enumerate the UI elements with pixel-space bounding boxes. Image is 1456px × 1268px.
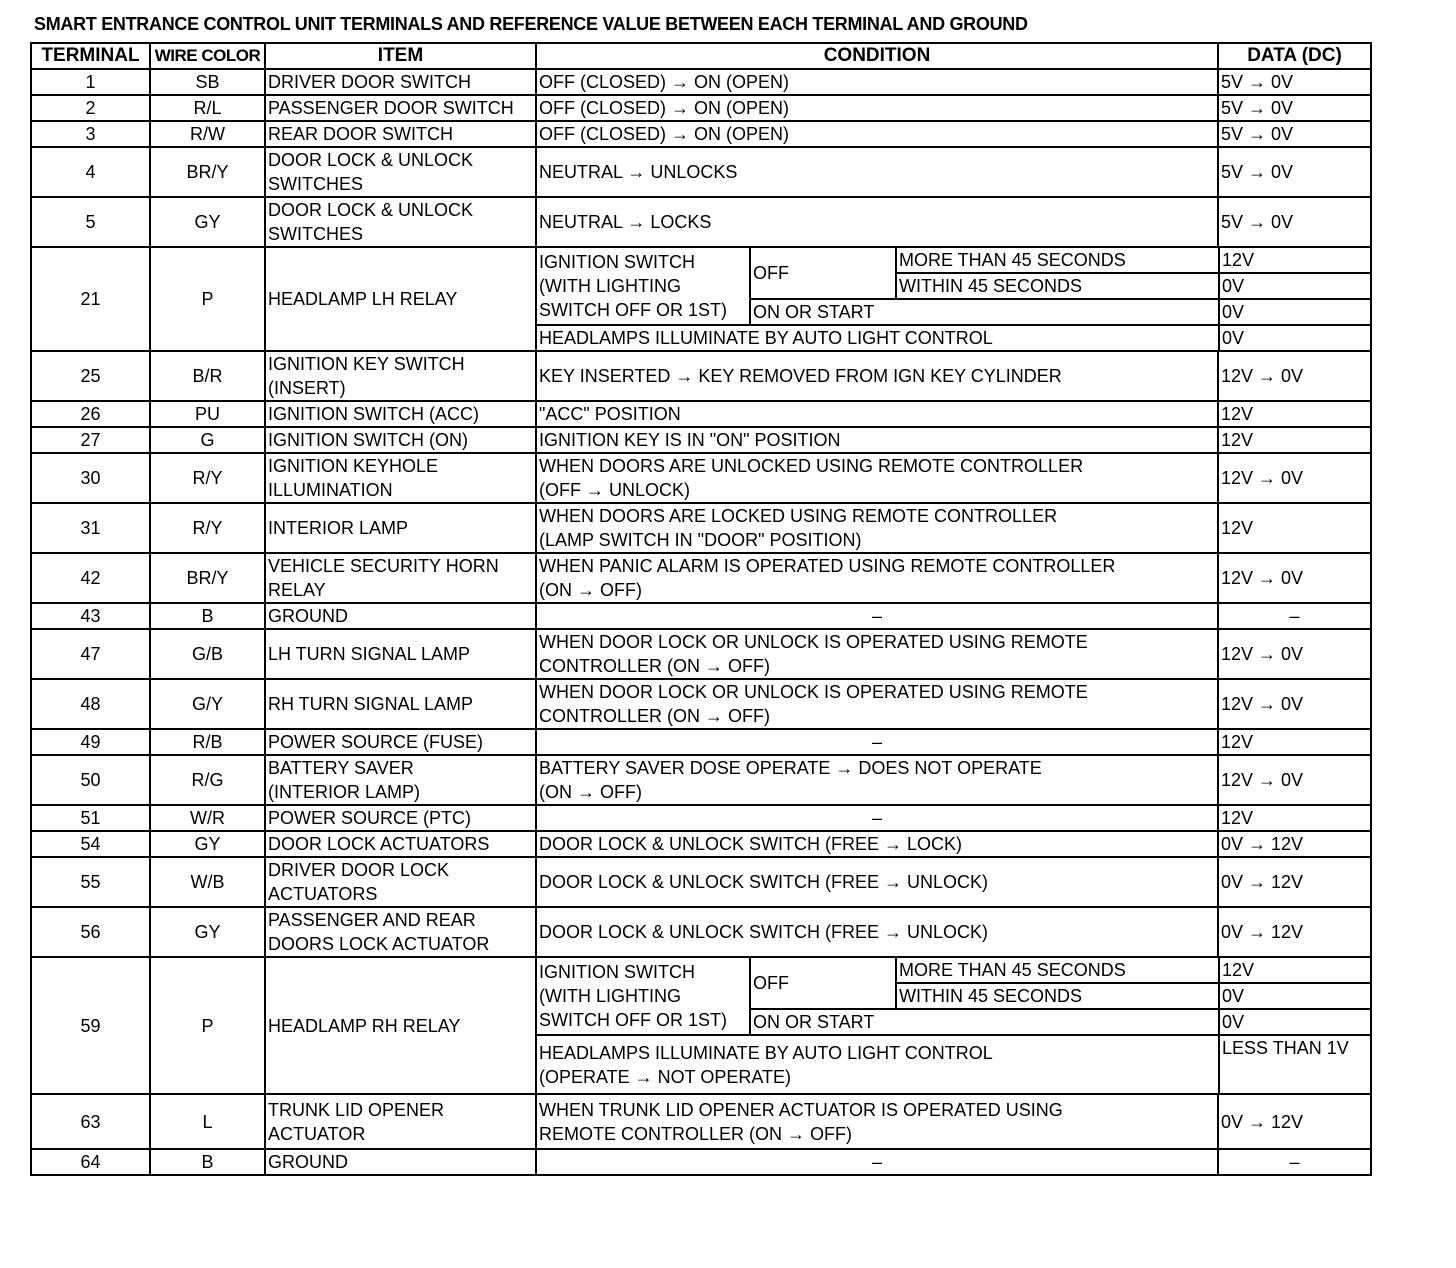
item-cell: IGNITION KEY SWITCH (INSERT): [265, 351, 536, 401]
data-cell: 0V: [1219, 1009, 1371, 1035]
condition-cell: –: [536, 1149, 1218, 1175]
wire-color-cell: R/B: [150, 729, 265, 755]
item-cell: INTERIOR LAMP: [265, 503, 536, 553]
item-cell: POWER SOURCE (FUSE): [265, 729, 536, 755]
data-cell: 5V → 0V: [1218, 95, 1371, 121]
condition-cell: DOOR LOCK & UNLOCK SWITCH (FREE → UNLOCK): [536, 907, 1218, 957]
item-cell: PASSENGER AND REAR DOORS LOCK ACTUATOR: [265, 907, 536, 957]
table-header-row: [31, 43, 1371, 69]
terminal-cell: 1: [31, 69, 150, 95]
data-cell: 0V: [1219, 273, 1371, 299]
header-wire-color: WIRE COLOR: [150, 43, 265, 69]
condition-cell: WHEN DOOR LOCK OR UNLOCK IS OPERATED USING REMOTE CONTROLLER (ON → OFF): [536, 679, 1218, 729]
wire-color-cell: P: [150, 957, 265, 1094]
auto-light-condition: HEADLAMPS ILLUMINATE BY AUTO LIGHT CONTROL (OPERATE → NOT OPERATE): [537, 1035, 1219, 1093]
wire-color-cell: G/B: [150, 629, 265, 679]
table-row: [31, 805, 1371, 831]
wire-color-cell: R/W: [150, 121, 265, 147]
on-or-start-condition: ON OR START: [750, 1009, 1219, 1035]
data-cell: 12V → 0V: [1218, 629, 1371, 679]
table-row: [31, 247, 1371, 351]
condition-cell: OFF (CLOSED) → ON (OPEN): [536, 95, 1218, 121]
data-cell: 12V: [1218, 729, 1371, 755]
table-row: [31, 197, 1371, 247]
table-row: [31, 453, 1371, 503]
wire-color-cell: G: [150, 427, 265, 453]
table-row: [31, 147, 1371, 197]
wire-color-cell: SB: [150, 69, 265, 95]
table-row: [31, 95, 1371, 121]
auto-light-condition: HEADLAMPS ILLUMINATE BY AUTO LIGHT CONTROL: [537, 325, 1219, 350]
terminal-cell: 50: [31, 755, 150, 805]
terminal-cell: 43: [31, 603, 150, 629]
header-item: ITEM: [265, 43, 536, 69]
data-cell: 0V: [1222, 328, 1245, 348]
table-row: [31, 121, 1371, 147]
terminal-cell: 48: [31, 679, 150, 729]
data-cell: 0V: [1219, 983, 1371, 1009]
table-row: [31, 503, 1371, 553]
data-cell: 12V → 0V: [1218, 755, 1371, 805]
ignition-switch-condition: IGNITION SWITCH (WITH LIGHTING SWITCH OFF OR 1ST): [537, 958, 750, 1035]
condition-cell: IGNITION KEY IS IN "ON" POSITION: [536, 427, 1218, 453]
condition-cell: WHEN DOORS ARE UNLOCKED USING REMOTE CONTROLLER (OFF → UNLOCK): [536, 453, 1218, 503]
table-row: [31, 957, 1371, 1094]
terminal-cell: 3: [31, 121, 150, 147]
header-data: DATA (DC): [1218, 43, 1371, 69]
wire-color-cell: GY: [150, 907, 265, 957]
data-cell: 12V: [1218, 503, 1371, 553]
terminal-cell: 56: [31, 907, 150, 957]
data-cell: 0V: [1219, 299, 1371, 325]
terminal-cell: 30: [31, 453, 150, 503]
table-row: [31, 553, 1371, 603]
data-cell: –: [1218, 1149, 1371, 1175]
data-cell: 5V → 0V: [1218, 69, 1371, 95]
table-row: [31, 629, 1371, 679]
terminal-cell: 42: [31, 553, 150, 603]
terminal-cell: 55: [31, 857, 150, 907]
off-condition: OFF: [750, 248, 896, 299]
condition-cell: NEUTRAL → LOCKS: [536, 197, 1218, 247]
condition-cell: DOOR LOCK & UNLOCK SWITCH (FREE → LOCK): [536, 831, 1218, 857]
item-cell: HEADLAMP LH RELAY: [265, 247, 536, 351]
terminal-cell: 21: [31, 247, 150, 351]
condition-cell: NEUTRAL → UNLOCKS: [536, 147, 1218, 197]
table-row: [31, 401, 1371, 427]
condition-cell: WHEN DOOR LOCK OR UNLOCK IS OPERATED USING REMOTE CONTROLLER (ON → OFF): [536, 629, 1218, 679]
data-cell: 12V: [1219, 958, 1371, 983]
terminal-cell: 25: [31, 351, 150, 401]
wire-color-cell: R/Y: [150, 453, 265, 503]
header-condition: CONDITION: [536, 43, 1218, 69]
data-cell: 12V: [1218, 401, 1371, 427]
item-cell: IGNITION KEYHOLE ILLUMINATION: [265, 453, 536, 503]
condition-cell: –: [536, 603, 1218, 629]
data-cell: 12V: [1219, 248, 1371, 273]
condition-cell: BATTERY SAVER DOSE OPERATE → DOES NOT OPERATE (ON → OFF): [536, 755, 1218, 805]
data-cell: 12V → 0V: [1218, 679, 1371, 729]
condition-cell: WHEN DOORS ARE LOCKED USING REMOTE CONTROLLER (LAMP SWITCH IN "DOOR" POSITION): [536, 503, 1218, 553]
header-terminal: TERMINAL: [31, 43, 150, 69]
condition-cell: –: [536, 729, 1218, 755]
wire-color-cell: PU: [150, 401, 265, 427]
terminal-table: [30, 42, 1372, 1176]
item-cell: VEHICLE SECURITY HORN RELAY: [265, 553, 536, 603]
data-cell: 0V → 12V: [1218, 857, 1371, 907]
on-or-start-condition: ON OR START: [750, 299, 1219, 325]
wire-color-cell: R/Y: [150, 503, 265, 553]
wire-color-cell: B/R: [150, 351, 265, 401]
wire-color-cell: GY: [150, 197, 265, 247]
table-row: [31, 69, 1371, 95]
table-row: [31, 755, 1371, 805]
table-row: [31, 427, 1371, 453]
off-condition: OFF: [750, 958, 896, 1009]
wire-color-cell: W/R: [150, 805, 265, 831]
data-cell: 5V → 0V: [1218, 147, 1371, 197]
item-cell: BATTERY SAVER (INTERIOR LAMP): [265, 755, 536, 805]
wire-color-cell: B: [150, 1149, 265, 1175]
terminal-cell: 63: [31, 1094, 150, 1149]
data-cell: LESS THAN 1V: [1222, 1038, 1349, 1058]
terminal-cell: 59: [31, 957, 150, 1094]
item-cell: IGNITION SWITCH (ON): [265, 427, 536, 453]
data-cell: 0V → 12V: [1218, 907, 1371, 957]
wire-color-cell: W/B: [150, 857, 265, 907]
terminal-cell: 49: [31, 729, 150, 755]
item-cell: IGNITION SWITCH (ACC): [265, 401, 536, 427]
more-than-45-condition: MORE THAN 45 SECONDS: [896, 248, 1219, 273]
table-row: [31, 907, 1371, 957]
table-row: [31, 679, 1371, 729]
data-cell: 0V → 12V: [1218, 1094, 1371, 1149]
condition-subtable-cell: [536, 957, 1371, 1094]
within-45-condition: WITHIN 45 SECONDS: [896, 273, 1219, 299]
wire-color-cell: R/G: [150, 755, 265, 805]
wire-color-cell: GY: [150, 831, 265, 857]
wire-color-cell: BR/Y: [150, 147, 265, 197]
condition-subtable: [537, 958, 1371, 1093]
wire-color-cell: R/L: [150, 95, 265, 121]
condition-cell: WHEN TRUNK LID OPENER ACTUATOR IS OPERATED USING REMOTE CONTROLLER (ON → OFF): [536, 1094, 1218, 1149]
data-cell: 5V → 0V: [1218, 197, 1371, 247]
table-row: [31, 351, 1371, 401]
terminal-cell: 54: [31, 831, 150, 857]
condition-cell: DOOR LOCK & UNLOCK SWITCH (FREE → UNLOCK): [536, 857, 1218, 907]
condition-cell: –: [536, 805, 1218, 831]
terminal-cell: 26: [31, 401, 150, 427]
item-cell: TRUNK LID OPENER ACTUATOR: [265, 1094, 536, 1149]
data-cell: 12V: [1218, 805, 1371, 831]
wire-color-cell: B: [150, 603, 265, 629]
terminal-cell: 2: [31, 95, 150, 121]
condition-cell: OFF (CLOSED) → ON (OPEN): [536, 121, 1218, 147]
terminal-cell: 64: [31, 1149, 150, 1175]
table-row: [31, 831, 1371, 857]
terminal-cell: 27: [31, 427, 150, 453]
table-row: [31, 1149, 1371, 1175]
item-cell: RH TURN SIGNAL LAMP: [265, 679, 536, 729]
condition-subtable-cell: [536, 247, 1371, 351]
within-45-condition: WITHIN 45 SECONDS: [896, 983, 1219, 1009]
terminal-cell: 31: [31, 503, 150, 553]
table-row: [31, 729, 1371, 755]
condition-cell: OFF (CLOSED) → ON (OPEN): [536, 69, 1218, 95]
item-cell: DOOR LOCK & UNLOCK SWITCHES: [265, 197, 536, 247]
item-cell: DRIVER DOOR LOCK ACTUATORS: [265, 857, 536, 907]
item-cell: GROUND: [265, 603, 536, 629]
wire-color-cell: BR/Y: [150, 553, 265, 603]
item-cell: REAR DOOR SWITCH: [265, 121, 536, 147]
condition-cell: KEY INSERTED → KEY REMOVED FROM IGN KEY CYLINDER: [536, 351, 1218, 401]
data-cell: 0V → 12V: [1218, 831, 1371, 857]
data-cell: 12V: [1218, 427, 1371, 453]
wire-color-cell: L: [150, 1094, 265, 1149]
wire-color-cell: G/Y: [150, 679, 265, 729]
condition-cell: WHEN PANIC ALARM IS OPERATED USING REMOTE CONTROLLER (ON → OFF): [536, 553, 1218, 603]
condition-subtable: [537, 248, 1371, 350]
more-than-45-condition: MORE THAN 45 SECONDS: [896, 958, 1219, 983]
ignition-switch-condition: IGNITION SWITCH (WITH LIGHTING SWITCH OFF OR 1ST): [537, 248, 750, 325]
terminal-cell: 47: [31, 629, 150, 679]
data-cell: –: [1218, 603, 1371, 629]
item-cell: PASSENGER DOOR SWITCH: [265, 95, 536, 121]
table-row: [31, 603, 1371, 629]
condition-cell: "ACC" POSITION: [536, 401, 1218, 427]
table-row: [31, 857, 1371, 907]
data-cell: 12V → 0V: [1218, 453, 1371, 503]
item-cell: LH TURN SIGNAL LAMP: [265, 629, 536, 679]
terminal-cell: 51: [31, 805, 150, 831]
data-cell: 12V → 0V: [1218, 351, 1371, 401]
item-cell: GROUND: [265, 1149, 536, 1175]
data-cell: 12V → 0V: [1218, 553, 1371, 603]
item-cell: DRIVER DOOR SWITCH: [265, 69, 536, 95]
item-cell: DOOR LOCK & UNLOCK SWITCHES: [265, 147, 536, 197]
item-cell: HEADLAMP RH RELAY: [265, 957, 536, 1094]
data-cell: 5V → 0V: [1218, 121, 1371, 147]
table-row: [31, 1094, 1371, 1149]
wire-color-cell: P: [150, 247, 265, 351]
terminal-cell: 5: [31, 197, 150, 247]
page-title: SMART ENTRANCE CONTROL UNIT TERMINALS AND REFERENCE VALUE BETWEEN EACH TERMINAL AND GROUND: [34, 14, 1028, 34]
terminal-cell: 4: [31, 147, 150, 197]
item-cell: DOOR LOCK ACTUATORS: [265, 831, 536, 857]
item-cell: POWER SOURCE (PTC): [265, 805, 536, 831]
